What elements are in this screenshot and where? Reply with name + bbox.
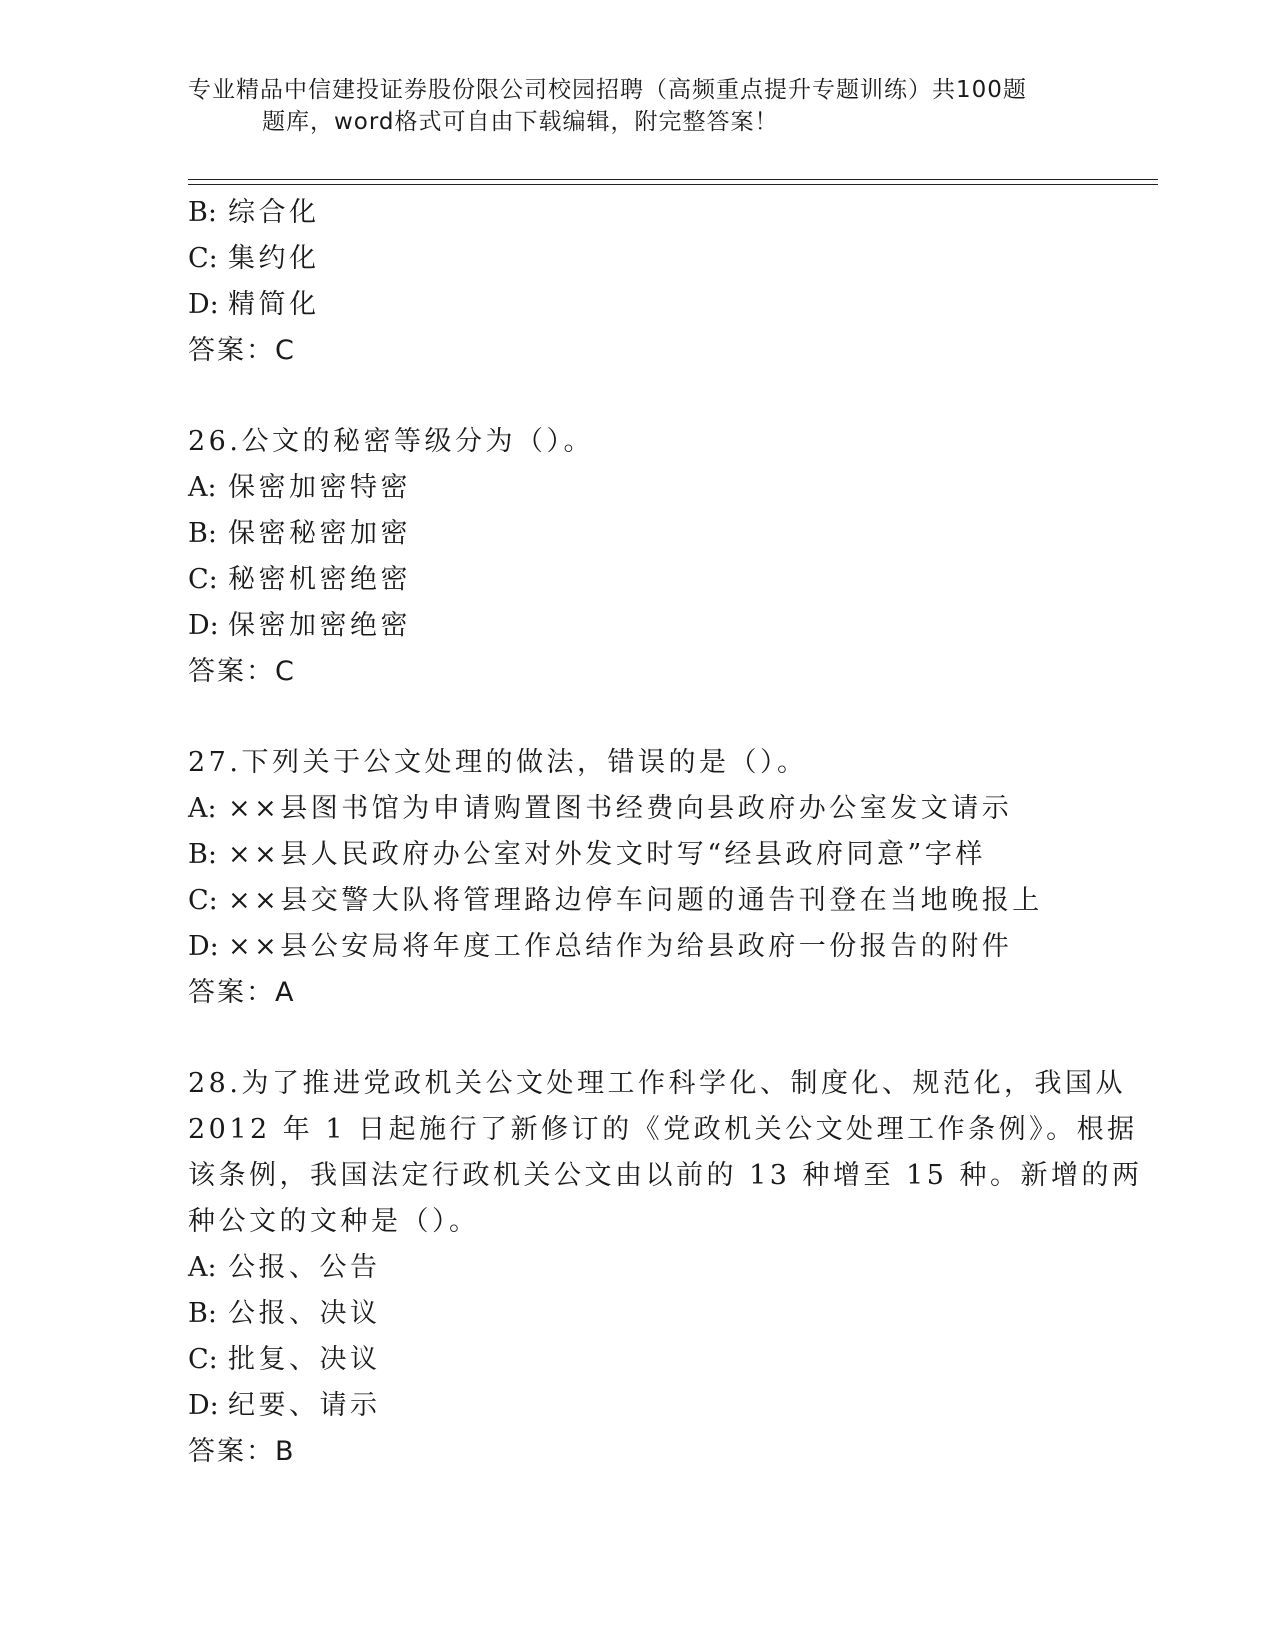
header-divider-bottom [188,184,1158,185]
option-b: B: ××县人民政府办公室对外发文时写“经县政府同意”字样 [188,839,986,870]
option-a: A: ××县图书馆为申请购置图书经费向县政府办公室发文请示 [188,793,1013,824]
document-header [188,74,1088,138]
question-stem: 26.公文的秘密等级分为（）。 [188,426,594,457]
question-stem-line-4: 种公文的文种是（）。 [188,1206,480,1237]
answer-line: 答案：B [188,1436,296,1467]
question-stem-line-2: 2012 年 1 日起施行了新修订的《党政机关公文处理工作条例》。根据 [188,1114,1138,1145]
question-stem-line-1: 28.为了推进党政机关公文处理工作科学化、制度化、规范化，我国从 [188,1068,1126,1099]
option-b: B: 保密秘密加密 [188,518,411,549]
answer-line: 答案：C [188,656,296,687]
option-d: D: 纪要、请示 [188,1390,381,1421]
option-d: D: 精简化 [188,289,320,320]
question-stem-line-3: 该条例，我国法定行政机关公文由以前的 13 种增至 15 种。新增的两 [188,1160,1143,1191]
answer-line: 答案：A [188,977,296,1008]
option-c: C: 集约化 [188,243,320,274]
option-a: A: 公报、公告 [188,1252,381,1283]
header-line-2: 题库，word格式可自由下载编辑，附完整答案！ [262,109,779,135]
option-c: C: 秘密机密绝密 [188,564,411,595]
option-b: B: 公报、决议 [188,1298,381,1329]
option-c: C: ××县交警大队将管理路边停车问题的通告刊登在当地晚报上 [188,885,1043,916]
option-a: A: 保密加密特密 [188,472,411,503]
question-27 [188,740,1088,1016]
question-stem: 27.下列关于公文处理的做法，错误的是（）。 [188,747,808,778]
question-25-continuation [188,190,1088,374]
answer-line: 答案：C [188,335,296,366]
document-body [188,190,1143,1475]
question-26 [188,419,1088,695]
header-divider-top [188,179,1158,180]
question-28 [188,1061,1143,1475]
option-d: D: ××县公安局将年度工作总结作为给县政府一份报告的附件 [188,931,1013,962]
header-line-1: 专业精品中信建投证券股份限公司校园招聘（高频重点提升专题训练）共100题 [188,77,1027,103]
option-b: B: 综合化 [188,197,320,228]
option-d: D: 保密加密绝密 [188,610,411,641]
option-c: C: 批复、决议 [188,1344,381,1375]
